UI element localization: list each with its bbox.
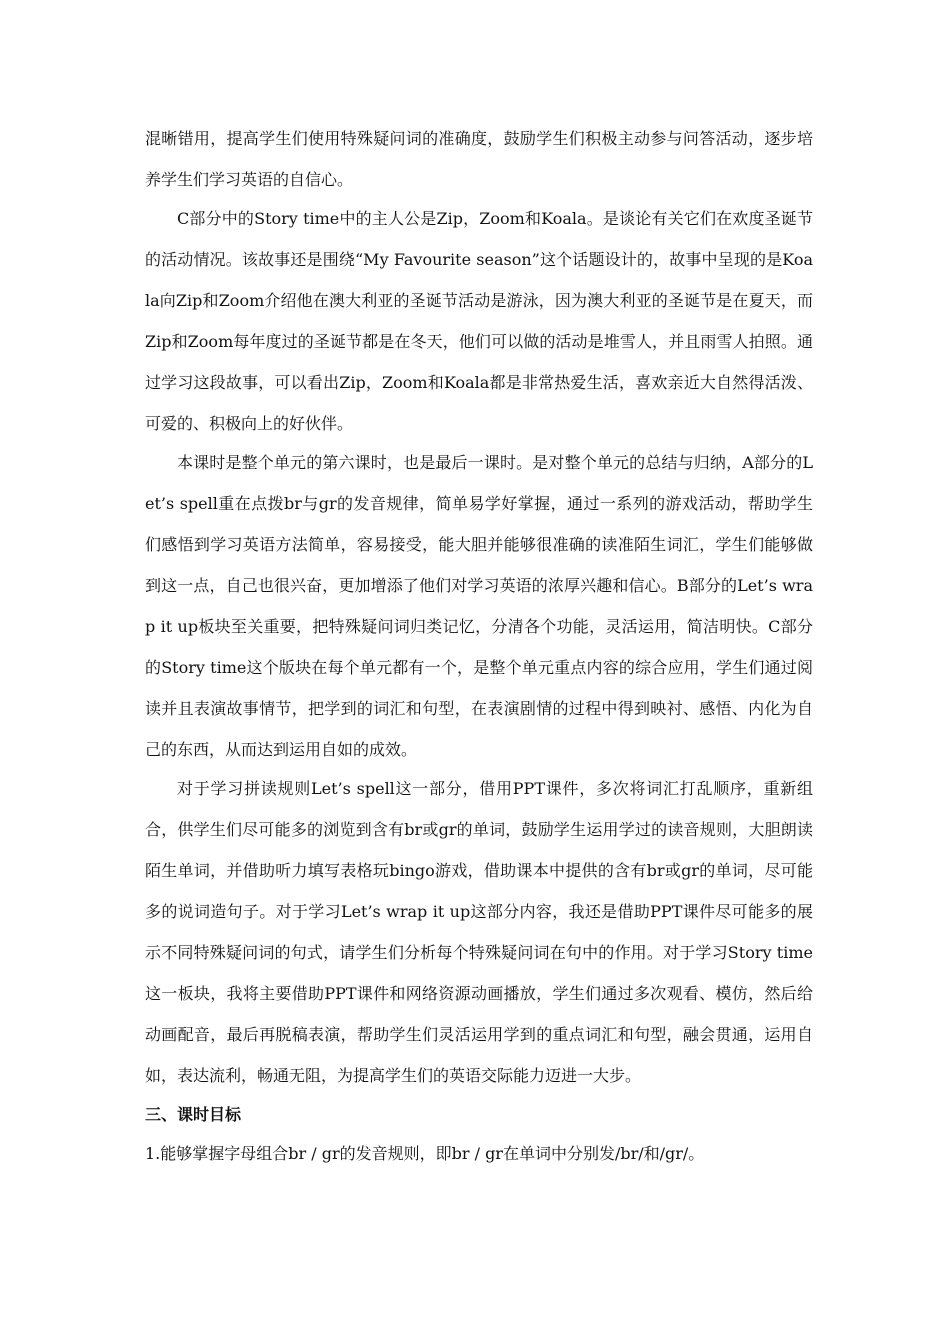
section-heading: 三、课时目标 — [145, 1105, 242, 1124]
paragraph-teaching-method: 对于学习拼读规则Let’s spell这一部分，借用PPT课件，多次将词汇打乱顺序，重新组合，供学生们尽可能多的浏览到含有br或gr的单词，鼓励学生运用学过的读音规则，大胆朗读陌生单词，并借助听力填写表格玩bingo游戏，借助课本中提供的含有br或gr的单词，尽可能多的说词造句子。对于学习Let’s wrap it up这部分内容，我还是借助PPT课件尽可能多的展示不同特殊疑问词的句式，请学生们分析每个特殊疑问词在句中的作用。对于学习Story time这一板块，我将主要借助PPT课件和网络资源动画播放，学生们通过多次观看、模仿，然后给动画配音，最后再脱稿表演，帮助学生们灵活运用学到的重点词汇和句型，融会贯通，运用自如，表达流利，畅通无阻，为提高学生们的英语交际能力迈进一大步。 — [145, 779, 813, 1085]
document-body — [145, 118, 813, 1174]
objective-item: 1.能够掌握字母组合br / gr的发音规则，即br / gr在单词中分别发/br/和/gr/。 — [145, 1144, 705, 1163]
paragraph-story-time: C部分中的Story time中的主人公是Zip，Zoom和Koala。是谈论有关它们在欢度圣诞节的活动情况。该故事还是围绕“My Favourite season”这个话题设计的，故事中呈现的是Koala向Zip和Zoom介绍他在澳大利亚的圣诞节活动是游泳，因为澳大利亚的圣诞节是在夏天，而Zip和Zoom每年度过的圣诞节都是在冬天，他们可以做的活动是堆雪人，并且雨雪人拍照。通过学习这段故事，可以看出Zip，Zoom和Koala都是非常热爱生活，喜欢亲近大自然得活泼、可爱的、积极向上的好伙伴。 — [145, 209, 813, 433]
paragraph-continuation: 混晰错用，提高学生们使用特殊疑问词的准确度，鼓励学生们积极主动参与问答活动，逐步培养学生们学习英语的自信心。 — [145, 129, 813, 189]
paragraph-lesson-overview: 本课时是整个单元的第六课时，也是最后一课时。是对整个单元的总结与归纳，A部分的Let’s spell重在点拨br与gr的发音规律，简单易学好掌握，通过一系列的游戏活动，帮助学生们感悟到学习英语方法简单，容易接受，能大胆并能够很准确的读准陌生词汇，学生们能够做到这一点，自己也很兴奋，更加增添了他们对学习英语的浓厚兴趣和信心。B部分的Let’s wrap it up板块至关重要，把特殊疑问词归类记忆，分清各个功能，灵活运用，简洁明快。C部分的Story time这个版块在每个单元都有一个，是整个单元重点内容的综合应用，学生们通过阅读并且表演故事情节，把学到的词汇和句型，在表演剧情的过程中得到映衬、感悟、内化为自己的东西，从而达到运用自如的成效。 — [145, 453, 813, 759]
